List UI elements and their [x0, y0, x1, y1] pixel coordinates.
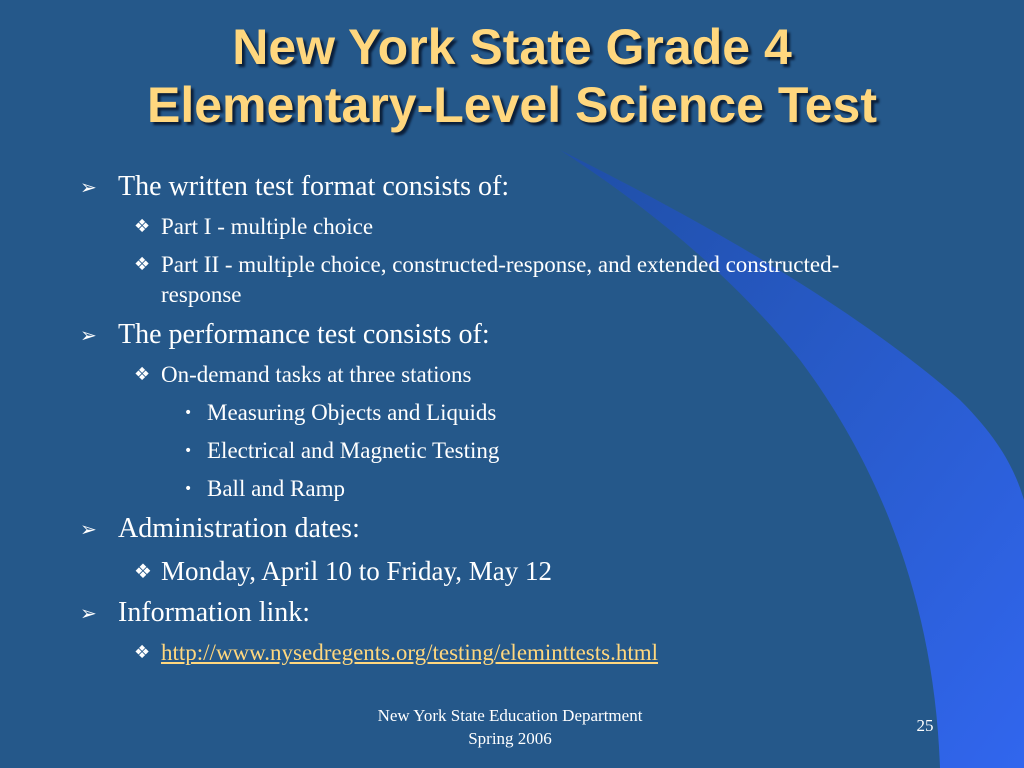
list-item: [80, 638, 880, 668]
list-item-text: Part I - multiple choice: [161, 214, 374, 239]
footer-organization: New York State Education Department: [377, 706, 643, 725]
list-item-text: The performance test consists of:: [118, 319, 490, 350]
footer-date: Spring 2006: [468, 729, 552, 748]
dot-bullet-icon: •: [184, 443, 193, 459]
list-item: [80, 474, 880, 504]
slide-footer: [300, 704, 720, 750]
list-item-text: On-demand tasks at three stations: [161, 362, 472, 387]
list-item: [80, 436, 880, 466]
list-item: [80, 512, 880, 546]
arrowhead-bullet-icon: ➢: [80, 601, 97, 625]
list-item: [80, 170, 880, 204]
list-item-text: Monday, April 10 to Friday, May 12: [161, 556, 552, 586]
list-item: [80, 360, 880, 390]
diamond-bullet-icon: ❖: [134, 642, 151, 663]
list-item-text: The written test format consists of:: [118, 171, 510, 202]
list-item: [80, 398, 880, 428]
bullet-list: [80, 170, 880, 676]
list-item: [80, 212, 880, 242]
list-item: [80, 596, 880, 630]
info-link[interactable]: http://www.nysedregents.org/testing/eleminttests.html: [161, 640, 659, 665]
diamond-bullet-icon: ❖: [134, 364, 151, 385]
diamond-bullet-icon: ❖: [134, 559, 152, 583]
slide-title: [0, 18, 1024, 134]
diamond-bullet-icon: ❖: [134, 216, 151, 237]
list-item-text: Information link:: [118, 597, 311, 628]
arrowhead-bullet-icon: ➢: [80, 323, 97, 347]
title-line-2: Elementary-Level Science Test: [147, 77, 877, 133]
list-item: [80, 318, 880, 352]
list-item-text: Measuring Objects and Liquids: [207, 400, 497, 425]
list-item-text: Part II - multiple choice, constructed-response, and extended constructed-response: [161, 252, 840, 307]
page-number: 25: [916, 716, 934, 735]
list-item: [80, 250, 880, 310]
title-line-1: New York State Grade 4: [232, 19, 792, 75]
dot-bullet-icon: •: [184, 481, 193, 497]
arrowhead-bullet-icon: ➢: [80, 175, 97, 199]
arrowhead-bullet-icon: ➢: [80, 517, 97, 541]
diamond-bullet-icon: ❖: [134, 254, 151, 275]
list-item: [80, 554, 880, 588]
dot-bullet-icon: •: [184, 405, 193, 421]
list-item-text: Administration dates:: [118, 513, 360, 544]
list-item-text: Ball and Ramp: [207, 476, 345, 501]
list-item-text: Electrical and Magnetic Testing: [207, 438, 500, 463]
